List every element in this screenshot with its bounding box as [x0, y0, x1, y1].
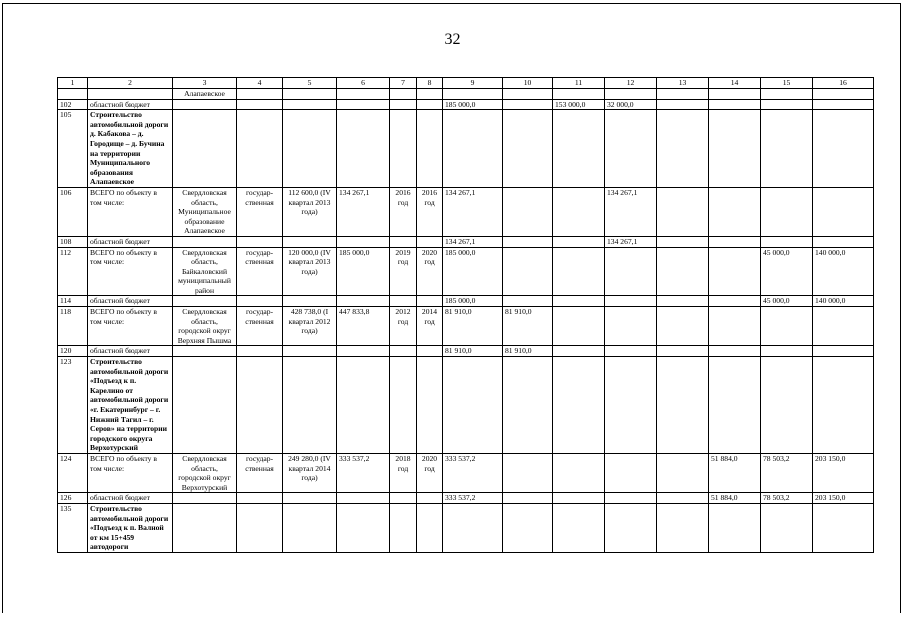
table-cell — [553, 247, 605, 296]
table-cell — [709, 99, 761, 110]
table-cell: 32 000,0 — [605, 99, 657, 110]
table-cell: 120 — [58, 346, 88, 357]
table-cell — [709, 110, 761, 188]
table-cell: 134 267,1 — [605, 187, 657, 236]
table-cell — [503, 503, 553, 552]
table-cell — [283, 503, 337, 552]
table-cell — [173, 236, 237, 247]
column-header: 1 — [58, 78, 88, 89]
table-cell: Свердловская область, городской округ Верхняя Пышма — [173, 307, 237, 346]
table-cell: 78 503,2 — [761, 493, 813, 504]
table-cell: 447 833,8 — [337, 307, 390, 346]
column-header: 13 — [657, 78, 709, 89]
table-cell: Строительство автомобильной дороги «Подъезд к п. Валной от км 15+459 автодороги — [88, 503, 173, 552]
table-cell — [417, 99, 443, 110]
page-number: 32 — [444, 31, 461, 48]
table-row — [58, 296, 874, 307]
table-cell — [553, 493, 605, 504]
table-cell — [761, 346, 813, 357]
table-cell — [173, 357, 237, 454]
table-cell — [337, 493, 390, 504]
table-cell: 108 — [58, 236, 88, 247]
table-cell — [503, 110, 553, 188]
table-cell: 114 — [58, 296, 88, 307]
table-cell — [337, 236, 390, 247]
table-cell — [657, 503, 709, 552]
table-cell — [417, 503, 443, 552]
table-cell — [813, 307, 874, 346]
table-cell: 333 537,2 — [443, 493, 503, 504]
table-cell — [503, 296, 553, 307]
table-cell: Строительство автомобильной дороги д. Кабакова – д. Городище – д. Бучина на территории Муниципального образования Алапаевское — [88, 110, 173, 188]
table-cell — [605, 247, 657, 296]
table-cell: 333 537,2 — [337, 453, 390, 492]
table-cell — [417, 346, 443, 357]
table-cell: государ-ственная — [237, 247, 283, 296]
table-cell: 112 — [58, 247, 88, 296]
table-cell: 120 000,0 (IV квартал 2013 года) — [283, 247, 337, 296]
table-cell — [605, 307, 657, 346]
table-cell — [813, 187, 874, 236]
table-cell: областной бюджет — [88, 346, 173, 357]
table-cell: Свердловская область, Муниципальное образование Алапаевское — [173, 187, 237, 236]
table-cell — [553, 453, 605, 492]
table-body — [58, 78, 874, 553]
table-cell — [709, 236, 761, 247]
table-cell: 185 000,0 — [337, 247, 390, 296]
table-cell — [503, 89, 553, 100]
table-cell: 134 267,1 — [443, 187, 503, 236]
table-cell: ВСЕГО по объекту в том числе: — [88, 187, 173, 236]
table-cell — [283, 89, 337, 100]
table-cell — [761, 110, 813, 188]
table-cell: 51 884,0 — [709, 453, 761, 492]
table-cell — [813, 99, 874, 110]
column-header: 11 — [553, 78, 605, 89]
table-cell — [605, 110, 657, 188]
table-cell — [605, 493, 657, 504]
table-cell — [709, 247, 761, 296]
table-cell: 118 — [58, 307, 88, 346]
table-cell — [709, 296, 761, 307]
table-row — [58, 346, 874, 357]
table-cell — [709, 89, 761, 100]
table-row — [58, 357, 874, 454]
table-cell: 81 910,0 — [503, 346, 553, 357]
table-cell — [237, 99, 283, 110]
table-cell — [417, 493, 443, 504]
table-cell — [657, 247, 709, 296]
table-cell — [503, 357, 553, 454]
table-cell — [813, 110, 874, 188]
table-cell — [390, 296, 417, 307]
table-cell — [657, 187, 709, 236]
table-cell: 134 267,1 — [605, 236, 657, 247]
table-cell: 134 267,1 — [337, 187, 390, 236]
table-cell — [237, 493, 283, 504]
table-cell — [503, 453, 553, 492]
table-cell — [761, 503, 813, 552]
table-cell — [417, 110, 443, 188]
table-cell: 185 000,0 — [443, 247, 503, 296]
table-cell — [813, 503, 874, 552]
table-cell — [173, 296, 237, 307]
table-cell — [657, 307, 709, 346]
table-cell: 2016 год — [390, 187, 417, 236]
table-cell: ВСЕГО по объекту в том числе: — [88, 247, 173, 296]
table-cell — [173, 503, 237, 552]
table-cell — [761, 307, 813, 346]
table-cell — [283, 346, 337, 357]
column-header: 9 — [443, 78, 503, 89]
table-cell — [657, 357, 709, 454]
table-cell — [605, 503, 657, 552]
table-cell: Свердловская область, Байкаловский муниципальный район — [173, 247, 237, 296]
table-cell: 2016 год — [417, 187, 443, 236]
table-cell — [237, 89, 283, 100]
table-cell: 203 150,0 — [813, 453, 874, 492]
table-cell — [657, 99, 709, 110]
table-cell — [417, 236, 443, 247]
table-cell — [58, 89, 88, 100]
table-cell: 124 — [58, 453, 88, 492]
table-cell — [503, 187, 553, 236]
table-row — [58, 453, 874, 492]
table-cell: Свердловская область, городской округ Верхотурский — [173, 453, 237, 492]
table-cell — [657, 296, 709, 307]
table-cell — [390, 346, 417, 357]
table-row — [58, 247, 874, 296]
column-header: 15 — [761, 78, 813, 89]
table-cell: ВСЕГО по объекту в том числе: — [88, 307, 173, 346]
table-cell — [605, 357, 657, 454]
table-cell — [88, 89, 173, 100]
table-row — [58, 89, 874, 100]
table-cell — [553, 307, 605, 346]
scan-bottom-edge — [0, 613, 905, 640]
table-cell — [709, 357, 761, 454]
column-header: 4 — [237, 78, 283, 89]
table-cell — [237, 236, 283, 247]
table-cell — [390, 503, 417, 552]
table-row — [58, 307, 874, 346]
table-cell: 112 600,0 (IV квартал 2013 года) — [283, 187, 337, 236]
table-cell: 134 267,1 — [443, 236, 503, 247]
table-cell: областной бюджет — [88, 236, 173, 247]
table-row — [58, 110, 874, 188]
table-cell — [417, 89, 443, 100]
table-cell — [390, 357, 417, 454]
table-cell — [605, 346, 657, 357]
table-cell — [657, 346, 709, 357]
table-cell — [503, 247, 553, 296]
table-cell: 2020 год — [417, 247, 443, 296]
table-cell: 51 884,0 — [709, 493, 761, 504]
column-header: 12 — [605, 78, 657, 89]
table-cell — [390, 99, 417, 110]
table-cell — [237, 110, 283, 188]
table-row — [58, 493, 874, 504]
table-cell — [283, 110, 337, 188]
table-cell — [761, 99, 813, 110]
table-cell — [813, 357, 874, 454]
table-cell — [173, 99, 237, 110]
table-cell — [337, 99, 390, 110]
table-cell — [283, 99, 337, 110]
table-cell — [337, 296, 390, 307]
table-cell: 2014 год — [417, 307, 443, 346]
table-cell — [657, 89, 709, 100]
table-cell: 2012 год — [390, 307, 417, 346]
table-cell: Строительство автомобильной дороги «Подъезд к п. Карелино от автомобильной дороги «г. Екатеринбург – г. Нижний Тагил – г. Серов» на территории городского округа Верхотурский — [88, 357, 173, 454]
table-cell — [390, 236, 417, 247]
table-cell — [337, 503, 390, 552]
table-cell — [417, 357, 443, 454]
column-header: 10 — [503, 78, 553, 89]
table-cell — [657, 236, 709, 247]
table-cell — [503, 493, 553, 504]
table-cell — [605, 453, 657, 492]
table-cell: 2018 год — [390, 453, 417, 492]
table-cell — [443, 110, 503, 188]
table-cell — [813, 236, 874, 247]
table-cell: государ-ственная — [237, 307, 283, 346]
table-cell — [417, 296, 443, 307]
table-cell: 81 910,0 — [443, 307, 503, 346]
column-header: 7 — [390, 78, 417, 89]
table-cell — [553, 187, 605, 236]
table-cell — [553, 503, 605, 552]
table-cell — [443, 503, 503, 552]
table-cell — [503, 99, 553, 110]
table-cell: 249 280,0 (IV квартал 2014 года) — [283, 453, 337, 492]
table-cell: 123 — [58, 357, 88, 454]
table-cell — [813, 89, 874, 100]
table-cell — [237, 503, 283, 552]
table-cell — [337, 357, 390, 454]
table-cell — [761, 89, 813, 100]
table-cell — [553, 357, 605, 454]
table-header-row — [58, 78, 874, 89]
table-cell — [443, 89, 503, 100]
column-header: 2 — [88, 78, 173, 89]
table-cell — [337, 110, 390, 188]
table-cell: 153 000,0 — [553, 99, 605, 110]
table-cell: 135 — [58, 503, 88, 552]
table-cell: 185 000,0 — [443, 296, 503, 307]
table-cell — [337, 346, 390, 357]
table-cell — [553, 89, 605, 100]
table-cell: 333 537,2 — [443, 453, 503, 492]
table-cell — [553, 236, 605, 247]
table-cell: 203 150,0 — [813, 493, 874, 504]
table-cell: 106 — [58, 187, 88, 236]
table-cell: 428 738,0 (I квартал 2012 года) — [283, 307, 337, 346]
table-cell: 185 000,0 — [443, 99, 503, 110]
table-cell — [553, 346, 605, 357]
table-cell: 140 000,0 — [813, 296, 874, 307]
table-cell: 105 — [58, 110, 88, 188]
table-row — [58, 503, 874, 552]
table-cell: ВСЕГО по объекту в том числе: — [88, 453, 173, 492]
table-cell — [237, 346, 283, 357]
table-cell: областной бюджет — [88, 493, 173, 504]
table-cell — [657, 493, 709, 504]
table-cell — [173, 346, 237, 357]
table-cell — [443, 357, 503, 454]
table-cell — [709, 346, 761, 357]
column-header: 6 — [337, 78, 390, 89]
table-cell: 2020 год — [417, 453, 443, 492]
table-cell — [553, 296, 605, 307]
column-header: 5 — [283, 78, 337, 89]
table-cell — [390, 89, 417, 100]
table-cell — [337, 89, 390, 100]
table-cell — [709, 503, 761, 552]
column-header: 14 — [709, 78, 761, 89]
table-cell: 140 000,0 — [813, 247, 874, 296]
table-cell: государ-ственная — [237, 453, 283, 492]
table-cell — [283, 493, 337, 504]
table-cell: 78 503,2 — [761, 453, 813, 492]
table-cell — [553, 110, 605, 188]
table-cell: областной бюджет — [88, 99, 173, 110]
column-header: 16 — [813, 78, 874, 89]
table-cell — [761, 236, 813, 247]
table-cell — [657, 110, 709, 188]
table-cell — [709, 187, 761, 236]
column-header: 8 — [417, 78, 443, 89]
table-cell: Алапаевское — [173, 89, 237, 100]
column-header: 3 — [173, 78, 237, 89]
table-cell — [503, 236, 553, 247]
table-cell — [761, 187, 813, 236]
table-cell: государ-ственная — [237, 187, 283, 236]
table-cell: 81 910,0 — [443, 346, 503, 357]
table-cell — [173, 493, 237, 504]
table-cell: 81 910,0 — [503, 307, 553, 346]
table-cell — [390, 110, 417, 188]
table-cell — [283, 296, 337, 307]
table-cell — [761, 357, 813, 454]
table-cell — [237, 296, 283, 307]
table-cell: 126 — [58, 493, 88, 504]
table-cell — [237, 357, 283, 454]
table-cell — [283, 357, 337, 454]
table-cell: областной бюджет — [88, 296, 173, 307]
table-row — [58, 236, 874, 247]
table-cell — [709, 307, 761, 346]
table-cell — [390, 493, 417, 504]
table-row — [58, 99, 874, 110]
table-cell — [173, 110, 237, 188]
table-cell — [605, 296, 657, 307]
table-cell: 45 000,0 — [761, 247, 813, 296]
table-cell: 2019 год — [390, 247, 417, 296]
table-cell — [657, 453, 709, 492]
table-row — [58, 187, 874, 236]
table-cell — [605, 89, 657, 100]
table-cell — [283, 236, 337, 247]
table-cell — [813, 346, 874, 357]
table-cell: 45 000,0 — [761, 296, 813, 307]
budget-table — [57, 77, 874, 553]
table-cell: 102 — [58, 99, 88, 110]
